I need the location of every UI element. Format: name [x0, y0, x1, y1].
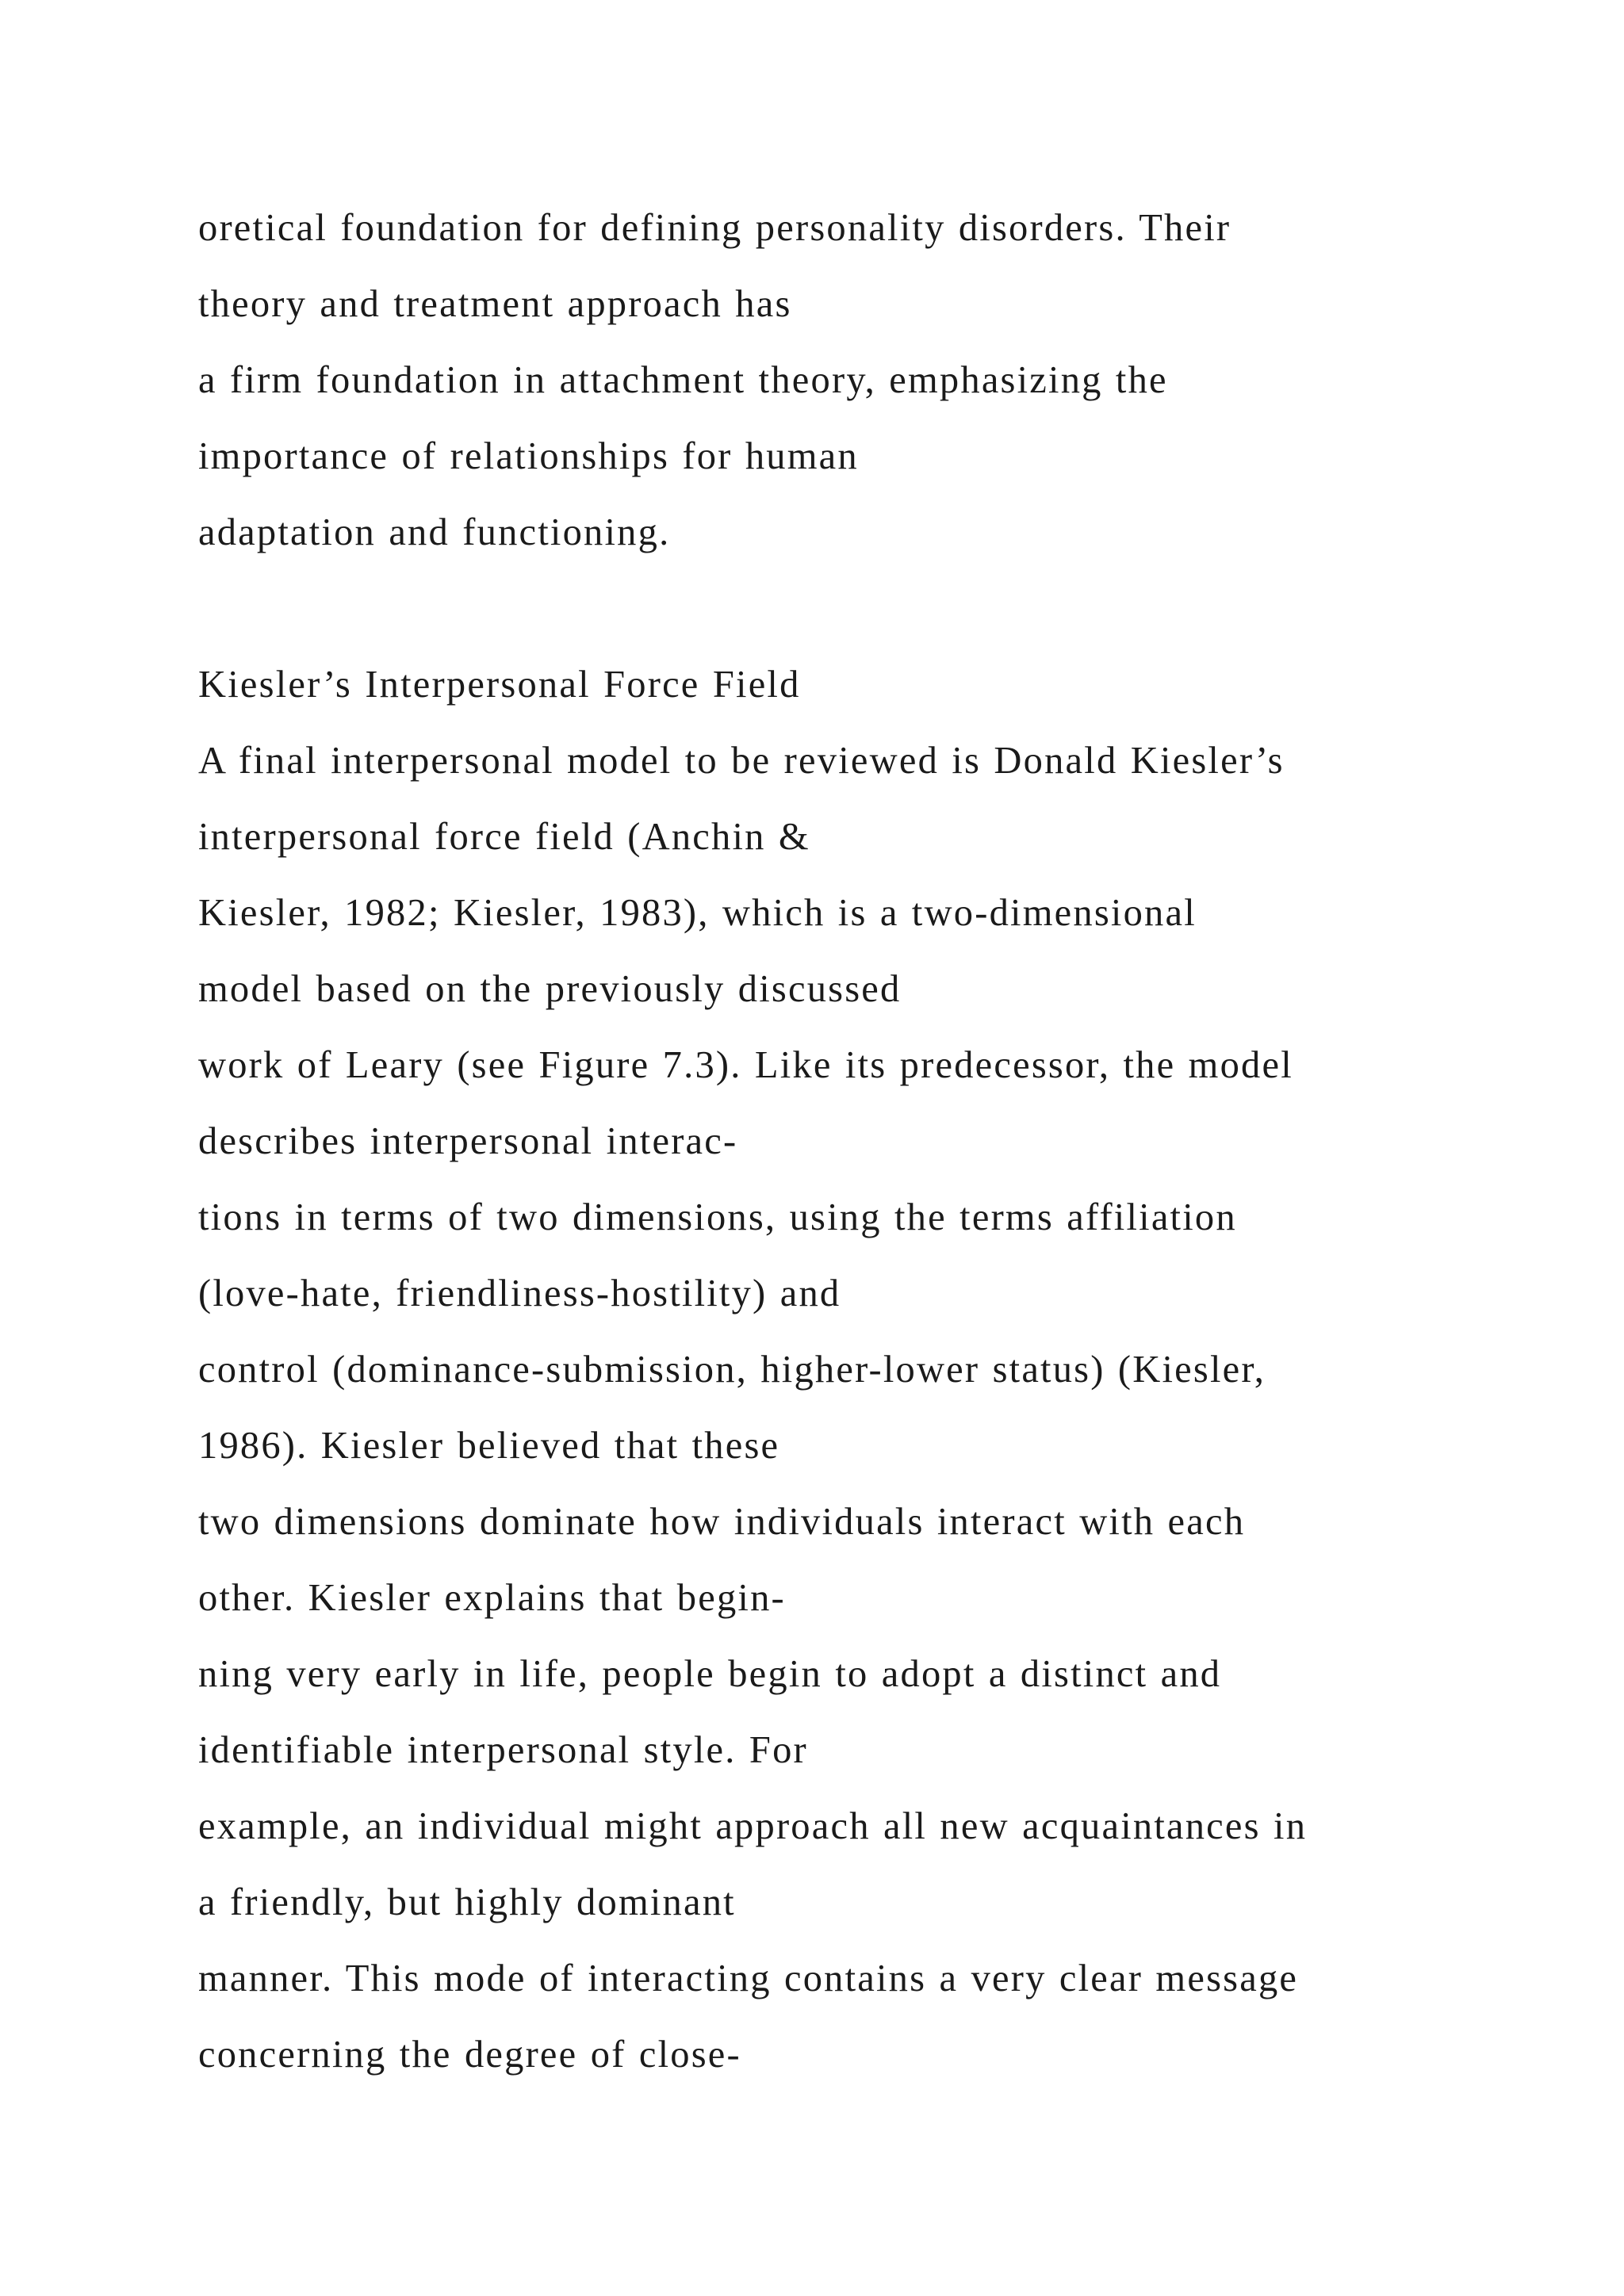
body-text-line: control (dominance-submission, higher-lower status) (Kiesler, — [198, 1349, 1266, 1391]
document-body — [198, 190, 1546, 2093]
body-text-line: manner. This mode of interacting contains a very clear message — [198, 1957, 1299, 1999]
body-text-line: work of Leary (see Figure 7.3). Like its predecessor, the model — [198, 1044, 1293, 1086]
body-text-line: importance of relationships for human — [198, 435, 859, 477]
body-text-line: A final interpersonal model to be reviewed is Donald Kiesler’s — [198, 740, 1285, 782]
body-text-line: identifiable interpersonal style. For — [198, 1729, 808, 1771]
body-text-line: a friendly, but highly dominant — [198, 1881, 736, 1923]
body-text-line: (love-hate, friendliness-hostility) and — [198, 1272, 841, 1314]
body-text-line: example, an individual might approach all new acquaintances in — [198, 1805, 1308, 1847]
body-text-line: ning very early in life, people begin to adopt a distinct and — [198, 1653, 1222, 1695]
body-text-line: theory and treatment approach has — [198, 283, 792, 325]
body-text-line: oretical foundation for defining personality disorders. Their — [198, 207, 1231, 249]
body-text-line: a firm foundation in attachment theory, emphasizing the — [198, 359, 1168, 401]
body-text-line: 1986). Kiesler believed that these — [198, 1425, 780, 1467]
body-text-line: tions in terms of two dimensions, using the terms affiliation — [198, 1196, 1237, 1238]
body-text-line: concerning the degree of close- — [198, 2034, 741, 2076]
body-text-line: interpersonal force field (Anchin & — [198, 816, 810, 858]
section-heading: Kiesler’s Interpersonal Force Field — [198, 664, 801, 706]
body-text-line: two dimensions dominate how individuals interact with each — [198, 1501, 1246, 1543]
body-text-line: other. Kiesler explains that begin- — [198, 1577, 786, 1619]
body-text-line: model based on the previously discussed — [198, 968, 902, 1010]
body-text-line: describes interpersonal interac- — [198, 1120, 738, 1162]
body-text-line: adaptation and functioning. — [198, 511, 671, 553]
body-text-line: Kiesler, 1982; Kiesler, 1983), which is a two-dimensional — [198, 892, 1197, 934]
paragraph-spacer — [198, 571, 1546, 647]
